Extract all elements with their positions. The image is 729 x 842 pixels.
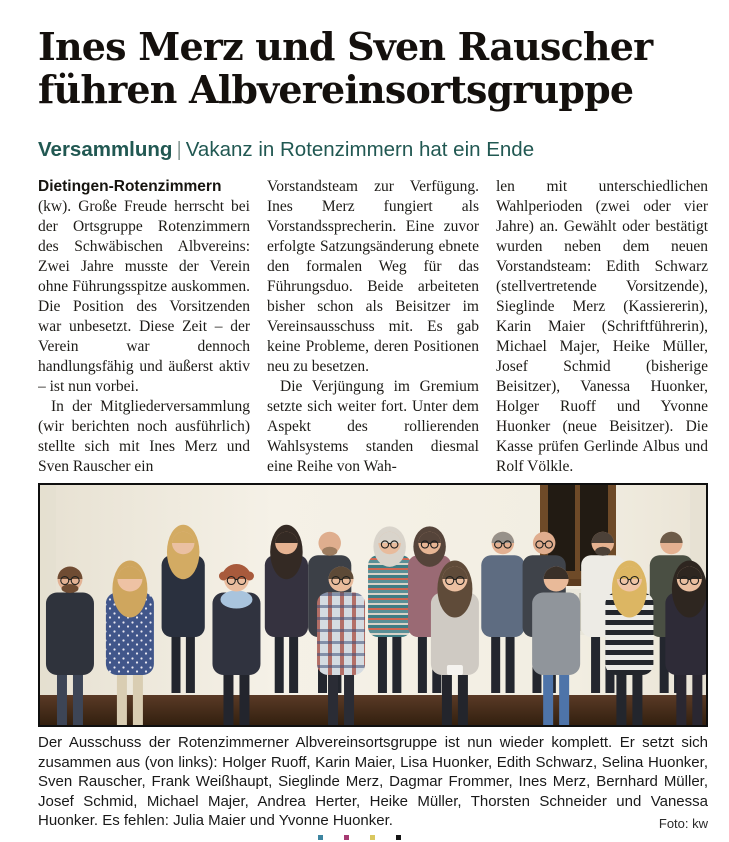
cmyk-print-marks (318, 835, 401, 840)
headline-line-1: Ines Merz und Sven Rauscher (38, 24, 653, 69)
body-column-1 (38, 177, 250, 477)
kicker-text: Vakanz in Rotenzimmern hat ein Ende (185, 137, 535, 161)
kicker-separator: | (176, 137, 182, 161)
article-figure (38, 483, 708, 831)
print-color-mark (318, 835, 323, 840)
body-column-2 (267, 177, 479, 477)
print-color-mark (396, 835, 401, 840)
body-paragraph: In der Mitgliederversammlung (wir berichten noch ausführlich) stellte sich mit Ines Merz und Sven Rauscher ein (38, 398, 250, 476)
photo-credit: Foto: kw (658, 816, 708, 832)
body-paragraph: len mit unterschiedlichen Wahlperioden (zwei oder vier Jahre) an. Gewählt oder bestätigt wurden neben dem neuen Vorstandsteam: Edith Schwarz (stellvertretende Vorsitzende), Sieglinde Merz (Kassiererin), Karin Maier (Schriftführerin), Michael Majer, Heike Müller, Josef Schmid (bisherige Beisitzer), Vanessa Huonker, Holger Ruoff und Yvonne Huonker (neue Beisitzer). Die Kasse prüfen Gerlinde Albus und Rolf Völkle. (496, 178, 708, 476)
article-body (38, 177, 708, 477)
body-paragraph: (kw). Große Freude herrscht bei der Ortsgruppe Rotenzimmern des Schwäbischen Albvereins: Zwei Jahre musste der Verein ohne Führungsspitze auskommen. Die Position des Vorsitzenden war unbesetzt. Diese Zeit – der Verein war dennoch handlungsfähig und äußerst aktiv – ist nun vorbei. (38, 198, 250, 396)
photo-caption (38, 733, 708, 831)
headline-line-2: führen Albvereinsortsgruppe (38, 66, 634, 112)
group-photo-illustration (40, 485, 706, 725)
body-paragraph: Die Verjüngung im Gremium setzte sich weiter fort. Unter dem Aspekt des rollierenden Wahlsystems standen diesmal eine Reihe von Wah- (267, 378, 479, 476)
kicker (38, 137, 708, 163)
caption-text: Der Ausschuss der Rotenzimmerner Albvereinsortsgruppe ist nun wieder komplett. Er setzt sich zusammen aus (von links): Holger Ruoff, Karin Maier, Lisa Huonker, Edith Schwarz, Selina Huonker, Sven Rauscher, Frank Weißhaupt, Sieglinde Merz, Dagmar Frommer, Ines Merz, Bernhard Müller, Josef Schmid, Michael Majer, Andrea Herter, Heike Müller, Thorsten Schneider und Vanessa Huonker. Es fehlen: Julia Maier und Yvonne Huonker. (38, 734, 708, 830)
dateline: Dietingen-Rotenzimmern (38, 178, 222, 196)
print-color-mark (370, 835, 375, 840)
print-color-mark (344, 835, 349, 840)
headline (38, 26, 708, 111)
kicker-label: Versammlung (38, 137, 173, 161)
article-photo (38, 483, 708, 727)
body-column-3 (496, 177, 708, 477)
newspaper-article-page (38, 0, 708, 834)
body-paragraph: Vorstandsteam zur Verfügung. Ines Merz fungiert als Vorstandssprecherin. Eine zuvor erfolgte Satzungsänderung ebnete den formalen Weg für das Führungsduo. Beide arbeiteten bisher schon als Beisitzer im Vereinsausschuss mit. Es gab keine Probleme, deren Positionen neu zu besetzen. (267, 178, 479, 376)
